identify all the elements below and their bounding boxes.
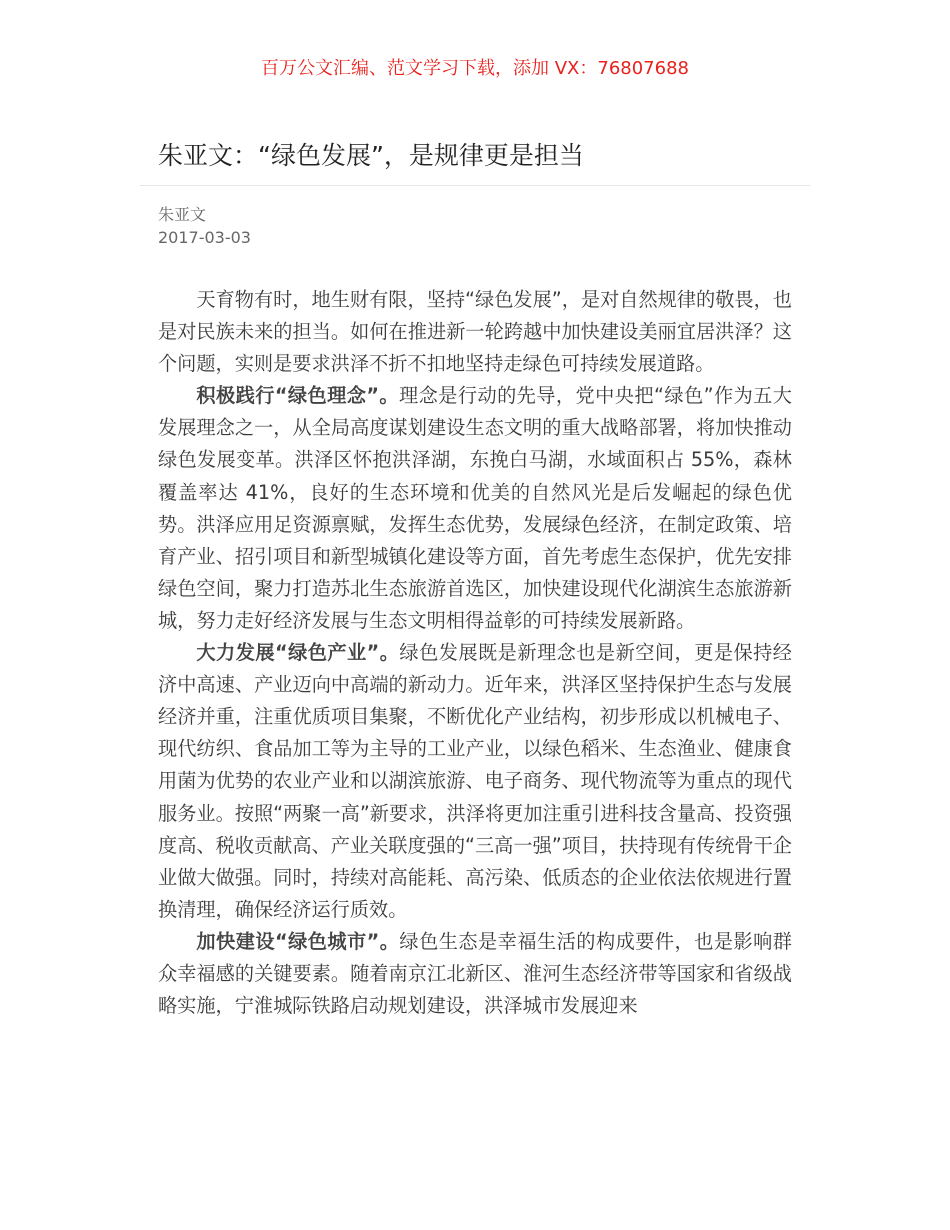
article-date: 2017-03-03 [158, 228, 251, 247]
intro-paragraph: 天育物有时，地生财有限，坚持“绿色发展”，是对自然规律的敬畏，也是对民族未来的担当。如何在推进新一轮跨越中加快建设美丽宜居洪泽？这个问题，实则是要求洪泽不折不扣地坚持走绿色可持续发展道路。 [158, 288, 792, 376]
section-paragraph-green-city [158, 926, 792, 1022]
article-body [158, 284, 792, 1022]
section-heading: 大力发展“绿色产业”。 [196, 641, 400, 665]
section-body: 理念是行动的先导，党中央把“绿色”作为五大发展理念之一，从全局高度谋划建设生态文明的重大战略部署，将加快推动绿色发展变革。洪泽区怀抱洪泽湖，东挽白马湖，水域面积占 55%，森林覆盖率达 41%，良好的生态环境和优美的自然风光是后发崛起的绿色优势。洪泽应用足资源禀赋，发挥生态优势，发展绿色经济，在制定政策、培育产业、招引项目和新型城镇化建设等方面，首先考虑生态保护，优先安排绿色空间，聚力打造苏北生态旅游首选区，加快建设现代化湖滨生态旅游新城，努力走好经济发展与生态文明相得益彰的可持续发展新路。 [158, 384, 792, 632]
section-paragraph-green-industry [158, 637, 792, 926]
article-title: 朱亚文：“绿色发展”，是规律更是担当 [158, 141, 584, 170]
section-heading: 积极践行“绿色理念”。 [196, 384, 399, 408]
promo-banner: 百万公文汇编、范文学习下载，添加 VX：76807688 [261, 58, 689, 79]
section-body: 绿色发展既是新理念也是新空间，更是保持经济中高速、产业迈向中高端的新动力。近年来，洪泽区坚持保护生态与发展经济并重，注重优质项目集聚，不断优化产业结构，初步形成以机械电子、现代纺织、食品加工等为主导的工业产业，以绿色稻米、生态渔业、健康食用菌为优势的农业产业和以湖滨旅游、电子商务、现代物流等为重点的现代服务业。按照“两聚一高”新要求，洪泽将更加注重引进科技含量高、投资强度高、税收贡献高、产业关联度强的“三高一强”项目，扶持现有传统骨干企业做大做强。同时，持续对高能耗、高污染、低质态的企业依法依规进行置换清理，确保经济运行质效。 [158, 641, 792, 921]
article-author: 朱亚文 [158, 205, 207, 224]
section-body: 绿色生态是幸福生活的构成要件，也是影响群众幸福感的关键要素。随着南京江北新区、淮河生态经济带等国家和省级战略实施，宁淮城际铁路启动规划建设，洪泽城市发展迎来 [158, 929, 792, 1018]
title-divider [140, 185, 810, 186]
section-heading: 加快建设“绿色城市”。 [196, 929, 400, 953]
section-paragraph-green-concept [158, 380, 792, 637]
